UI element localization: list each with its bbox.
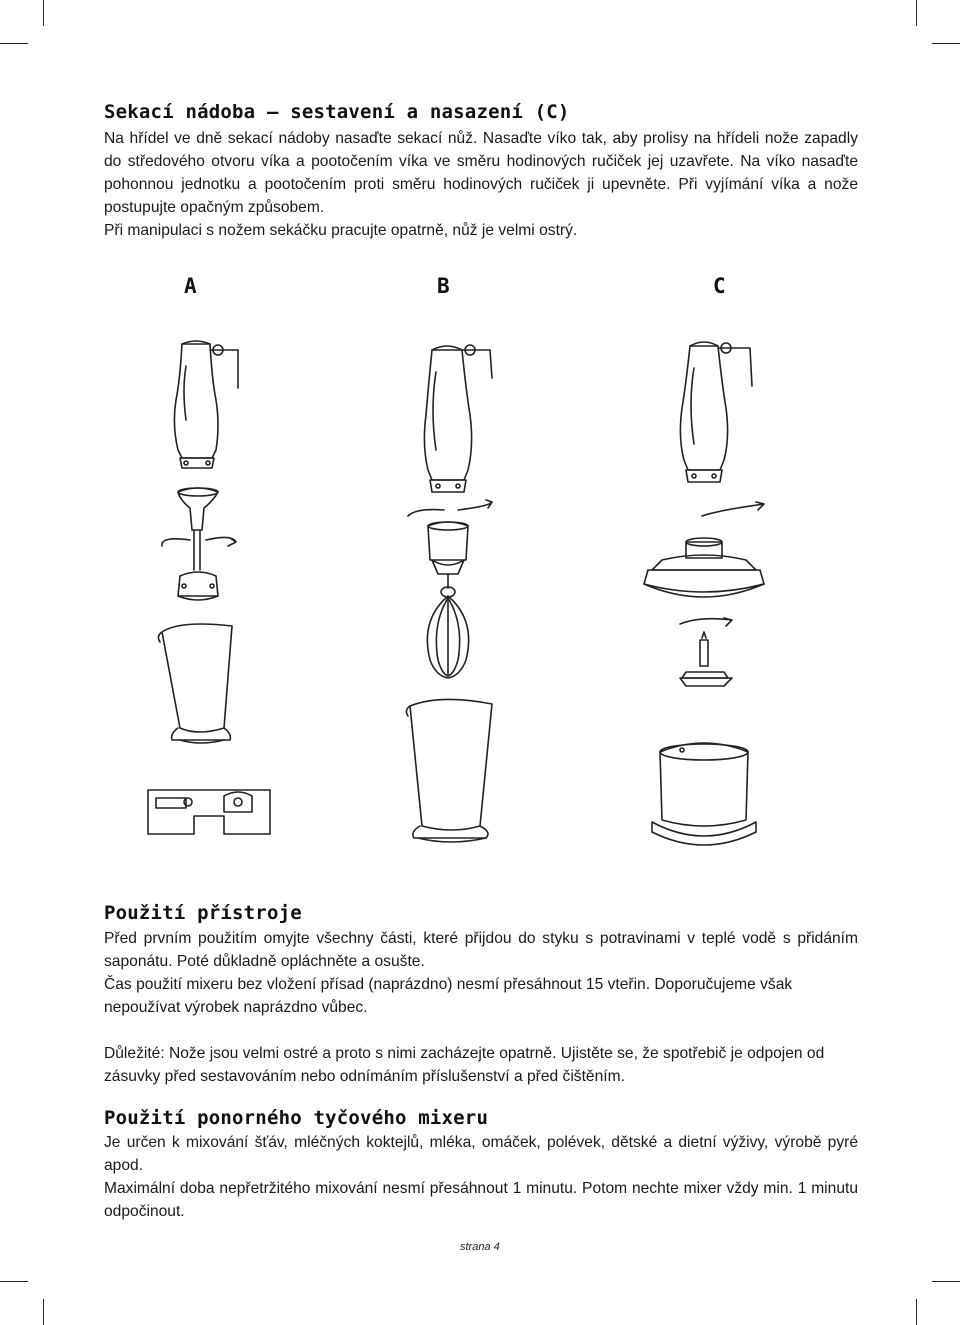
wall-bracket-a <box>148 790 270 834</box>
figure-label-b: B <box>437 274 450 298</box>
chopper-lid-c <box>644 538 764 597</box>
paragraph: Na hřídel ve dně sekací nádoby nasaďte sekací nůž. Nasaďte víko tak, aby prolisy na hřídeli nože zapadly do středového otvoru víka a pootočením víka ve směru hodinových ručiček jej uzavřete. Na víko nasaďte pohonnou jednotku a pootočením proti směru hodinových ručiček ji upevněte. Při vyjímání víka a nože postupujte opačným způsobem. <box>104 130 858 216</box>
paragraph: Čas použití mixeru bez vložení přísad (naprázdno) nesmí přesáhnout 15 vteřin. Doporučujeme však nepoužívat výrobek naprázdno vůbec. <box>104 976 793 1016</box>
paragraph: Je určen k mixování šťáv, mléčných koktejlů, mléka, omáček, polévek, dětské a dietní výživy, výrobě pyré apod. <box>104 1134 858 1174</box>
motor-unit-a <box>174 341 238 468</box>
motor-unit-b <box>408 345 492 516</box>
paragraph: Maximální doba nepřetržitého mixování nesmí přesáhnout 1 minutu. Potom nechte mixer vždy min. 1 minutu odpočinout. <box>104 1180 858 1220</box>
crop-mark <box>0 1281 28 1282</box>
beaker-b <box>406 699 492 842</box>
crop-mark <box>932 1281 960 1282</box>
section-title-stick-blender: Použití ponorného tyčového mixeru <box>104 1107 489 1129</box>
blender-shaft-a <box>162 488 236 600</box>
paragraph: Před prvním použitím omyjte všechny části, které přijdou do styku s potravinami v teplé vodě s přidáním saponátu. Poté důkladně opláchněte a osušte. <box>104 930 858 970</box>
crop-mark <box>43 1299 44 1325</box>
section-body-chopper <box>104 127 858 242</box>
figure-label-a: A <box>184 274 197 298</box>
chopper-bowl-c <box>652 743 756 845</box>
chopper-blade-c <box>680 618 732 686</box>
paragraph-important: Důležité: Nože jsou velmi ostré a proto s nimi zacházejte opatrně. Ujistěte se, že spotřebič je odpojen od zásuvky před sestavováním nebo odnímáním příslušenství a před čištěním. <box>104 1045 825 1085</box>
section-title-chopper: Sekací nádoba – sestavení a nasazení (C) <box>104 101 570 123</box>
figure-label-c: C <box>713 274 726 298</box>
crop-mark <box>932 43 960 44</box>
whisk-attachment-b <box>427 522 468 678</box>
motor-unit-c <box>680 342 764 516</box>
page-number: strana 4 <box>460 1241 500 1253</box>
section-body-usage <box>104 927 858 1088</box>
section-body-stick-blender <box>104 1131 858 1223</box>
assembly-illustration <box>120 320 800 850</box>
section-title-usage: Použití přístroje <box>104 902 302 924</box>
crop-mark <box>0 43 28 44</box>
crop-mark <box>916 0 917 26</box>
crop-mark <box>43 0 44 26</box>
crop-mark <box>916 1299 917 1325</box>
measuring-beaker-a <box>158 624 232 743</box>
paragraph-warning: Při manipulaci s nožem sekáčku pracujte opatrně, nůž je velmi ostrý. <box>104 222 578 239</box>
